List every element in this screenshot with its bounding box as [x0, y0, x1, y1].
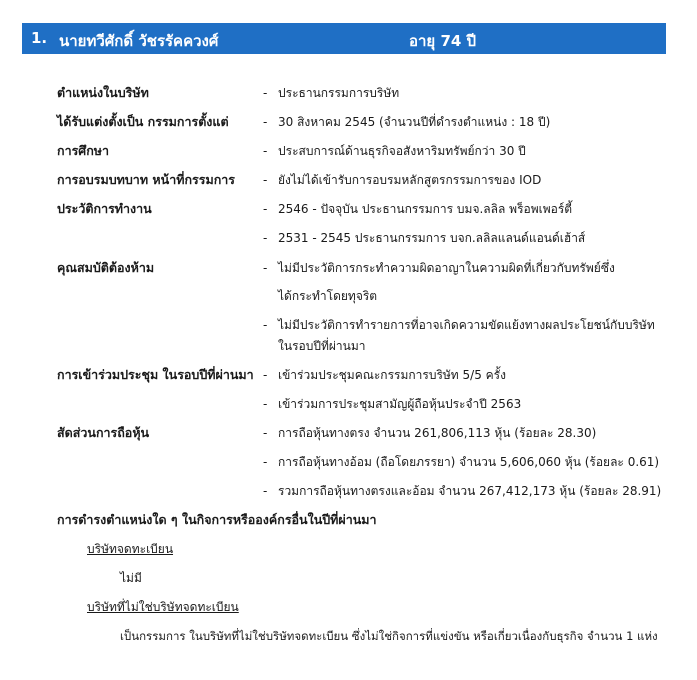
prohibited-label: คุณสมบัติต้องห้าม [57, 260, 155, 275]
work-label: ประวัติการทำงาน [57, 201, 152, 216]
shares-item: รวมการถือหุ้นทางตรงและอ้อม จำนวน 267,412,173 หุ้น (ร้อยละ 28.91) [278, 484, 662, 498]
education-label: การศึกษา [57, 143, 110, 158]
appointed-label: ได้รับแต่งตั้งเป็น กรรมการตั้งแต่ [57, 114, 229, 129]
dash: - [263, 231, 268, 245]
section-header [22, 23, 666, 54]
position-label: ตำแหน่งในบริษัท [57, 85, 149, 100]
dash: - [263, 173, 268, 187]
prohibited-item-cont: ได้กระทำโดยทุจริต [278, 289, 378, 303]
prohibited-item: ไม่มีประวัติการทำรายการที่อาจเกิดความขัดแย้งทางผลประโยชน์กับบริษัท [278, 318, 655, 332]
dash: - [263, 115, 268, 129]
education-value: ประสบการณ์ด้านธุรกิจอสังหาริมทรัพย์กว่า 30 ปี [278, 144, 526, 158]
shares-item: การถือหุ้นทางตรง จำนวน 261,806,113 หุ้น (ร้อยละ 28.30) [278, 426, 597, 440]
work-item: 2531 - 2545 ประธานกรรมการ บจก.ลลิลแลนด์แอนด์เฮ้าส์ [278, 231, 586, 245]
section-number: 1. [31, 29, 48, 47]
other-positions-title: การดำรงตำแหน่งใด ๆ ในกิจการหรือองค์กรอื่นในปีที่ผ่านมา [57, 512, 377, 527]
dash: - [263, 455, 268, 469]
meetings-label: การเข้าร่วมประชุม ในรอบปีที่ผ่านมา [57, 367, 254, 382]
listed-companies-title: บริษัทจดทะเบียน [87, 542, 174, 556]
dash: - [263, 397, 268, 411]
listed-companies-value: ไม่มี [120, 571, 142, 585]
dash: - [263, 202, 268, 216]
work-item: 2546 - ปัจจุบัน ประธานกรรมการ บมจ.ลลิล พร็อพเพอร์ตี้ [278, 202, 573, 216]
meetings-item: เข้าร่วมประชุมคณะกรรมการบริษัท 5/5 ครั้ง [278, 368, 506, 382]
unlisted-companies-value: เป็นกรรมการ ในบริษัทที่ไม่ใช่บริษัทจดทะเบียน ซึ่งไม่ใช่กิจการที่แข่งขัน หรือเกี่ยวเนื่องกับธุรกิจ จำนวน 1 แห่ง [120, 629, 658, 643]
appointed-value: 30 สิงหาคม 2545 (จำนวนปีที่ดำรงตำแหน่ง : 18 ปี) [278, 115, 551, 129]
dash: - [263, 86, 268, 100]
dash: - [263, 318, 268, 332]
meetings-item: เข้าร่วมการประชุมสามัญผู้ถือหุ้นประจำปี 2563 [278, 397, 522, 411]
prohibited-item: ไม่มีประวัติการกระทำความผิดอาญาในความผิดที่เกี่ยวกับทรัพย์ซึ่ง [278, 261, 615, 275]
director-name: นายทวีศักดิ์ วัชรรัคควงศ์ [59, 32, 219, 50]
training-label: การอบรมบทบาท หน้าที่กรรมการ [57, 172, 235, 187]
unlisted-companies-title: บริษัทที่ไม่ใช่บริษัทจดทะเบียน [87, 600, 239, 614]
training-value: ยังไม่ได้เข้ารับการอบรมหลักสูตรกรรมการของ IOD [278, 173, 542, 187]
dash: - [263, 426, 268, 440]
dash: - [263, 368, 268, 382]
director-age: อายุ 74 ปี [409, 32, 477, 50]
position-value: ประธานกรรมการบริษัท [278, 86, 400, 100]
prohibited-item-cont: ในรอบปีที่ผ่านมา [278, 339, 366, 353]
dash: - [263, 484, 268, 498]
dash: - [263, 144, 268, 158]
shares-label: สัดส่วนการถือหุ้น [57, 425, 150, 440]
shares-item: การถือหุ้นทางอ้อม (ถือโดยภรรยา) จำนวน 5,606,060 หุ้น (ร้อยละ 0.61) [278, 455, 660, 469]
dash: - [263, 261, 268, 275]
